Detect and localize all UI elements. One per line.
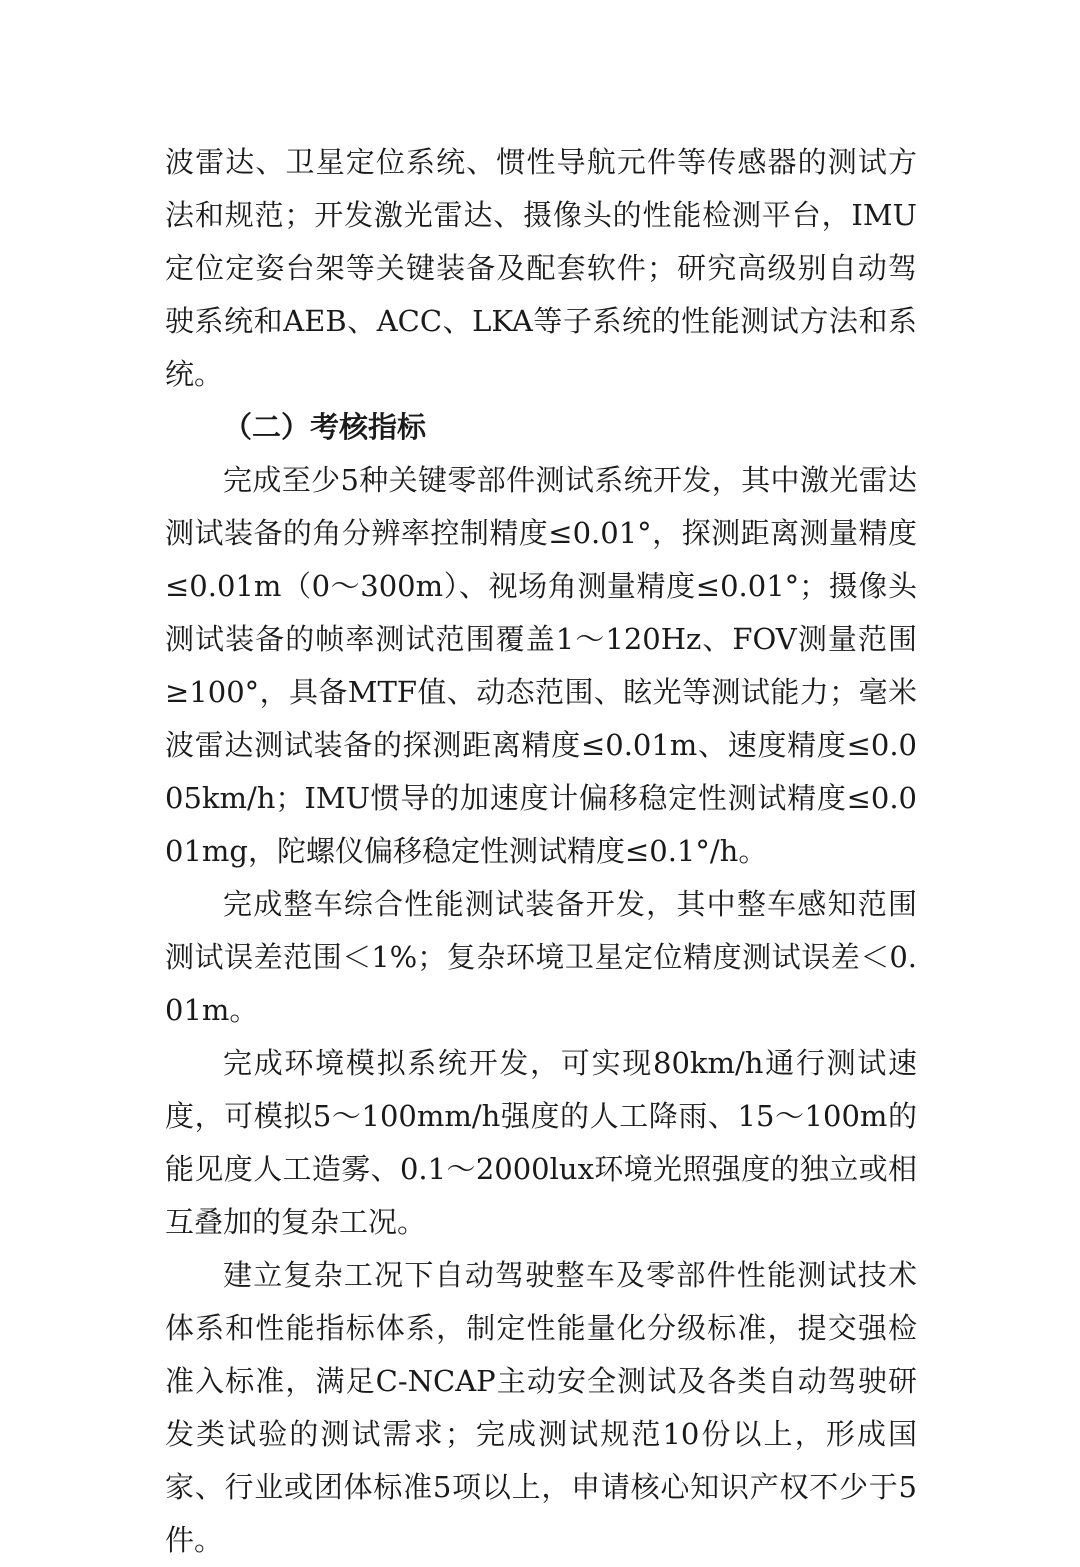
document-body [165, 136, 917, 1567]
indicator-paragraph-1: 完成至少5种关键零部件测试系统开发，其中激光雷达测试装备的角分辨率控制精度≤0.01°，探测距离测量精度≤0.01m（0～300m）、视场角测量精度≤0.01°；摄像头测试装备的帧率测试范围覆盖1～120Hz、FOV测量范围≥100°，具备MTF值、动态范围、眩光等测试能力；毫米波雷达测试装备的探测距离精度≤0.01m、速度精度≤0.005km/h；IMU惯导的加速度计偏移稳定性测试精度≤0.001mg，陀螺仪偏移稳定性测试精度≤0.1°/h。 [165, 463, 917, 868]
indicator-paragraph-2: 完成整车综合性能测试装备开发，其中整车感知范围测试误差范围＜1%；复杂环境卫星定位精度测试误差＜0.01m。 [165, 887, 917, 1027]
indicator-paragraph-3: 完成环境模拟系统开发，可实现80km/h通行测试速度，可模拟5～100mm/h强度的人工降雨、15～100m的能见度人工造雾、0.1～2000lux环境光照强度的独立或相互叠加的复杂工况。 [165, 1046, 917, 1239]
continuation-paragraph: 波雷达、卫星定位系统、惯性导航元件等传感器的测试方法和规范；开发激光雷达、摄像头的性能检测平台，IMU定位定姿台架等关键装备及配套软件；研究高级别自动驾驶系统和AEB、ACC、LKA等子系统的性能测试方法和系统。 [165, 145, 917, 391]
section-heading: （二）考核指标 [223, 410, 427, 444]
indicator-paragraph-4: 建立复杂工况下自动驾驶整车及零部件性能测试技术体系和性能指标体系，制定性能量化分级标准，提交强检准入标准，满足C-NCAP主动安全测试及各类自动驾驶研发类试验的测试需求；完成测试规范10份以上，形成国家、行业或团体标准5项以上，申请核心知识产权不少于5件。 [165, 1258, 917, 1557]
